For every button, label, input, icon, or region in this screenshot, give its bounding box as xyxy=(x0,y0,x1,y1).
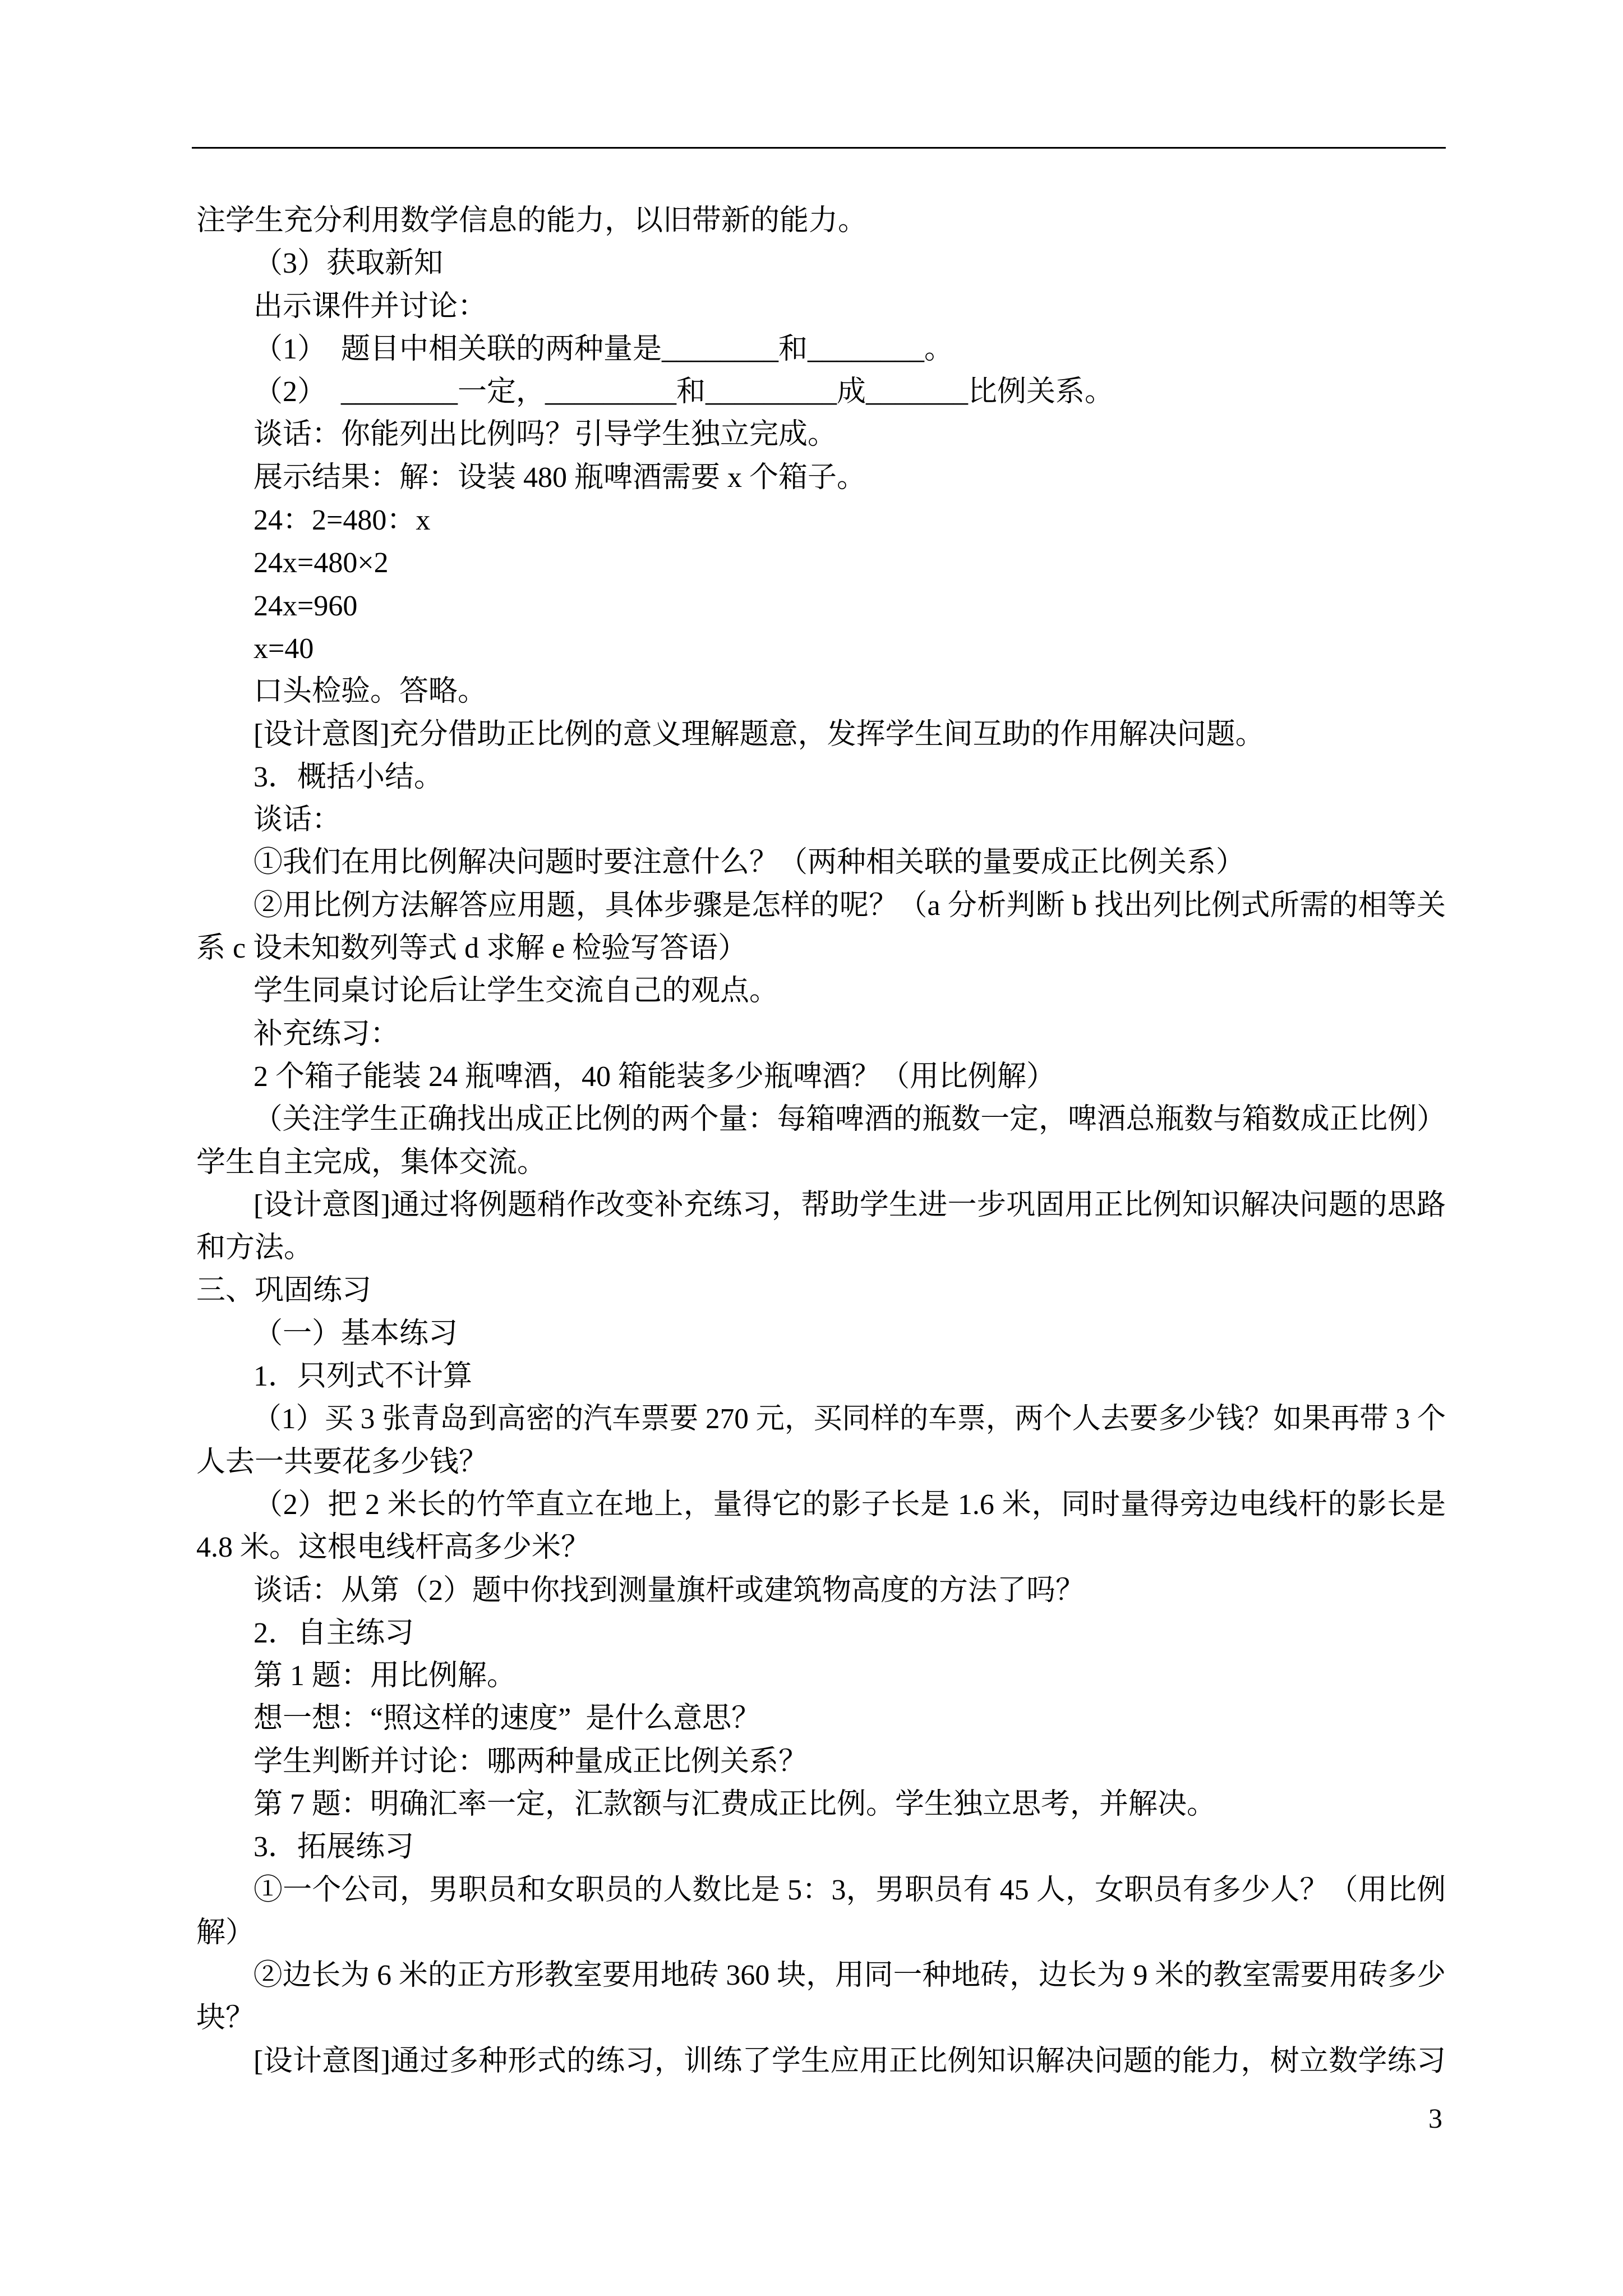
text-line: 出示课件并讨论： xyxy=(253,290,487,323)
exercise-problem: 2 个箱子能装 24 瓶啤酒，40 箱能装多少瓶啤酒？（用比例解） xyxy=(253,1060,1056,1093)
note-line: 学生自主完成，集体交流。 xyxy=(196,1146,547,1179)
equation-line: 24：2=480：x xyxy=(253,504,431,537)
exercise-heading: 2．自主练习 xyxy=(253,1617,414,1649)
exercise-problem: 解） xyxy=(196,1916,255,1949)
equation-line: 24x=480×2 xyxy=(253,547,389,579)
subheading-new-knowledge: （3）获取新知 xyxy=(253,247,444,280)
dialogue-line: 谈话： xyxy=(253,804,342,836)
question-line: 想一想：“照这样的速度” 是什么意思？ xyxy=(253,1703,761,1735)
section-heading: 三、巩固练习 xyxy=(196,1274,372,1307)
exercise-problem: ②边长为 6 米的正方形教室要用地砖 360 块，用同一种地砖，边长为 9 米的教室需要用砖多少 xyxy=(253,1959,1446,1992)
exercise-problem: 第 1 题：用比例解。 xyxy=(253,1660,517,1692)
design-intent-note: [设计意图]充分借助正比例的意义理解题意，发挥学生间互助的作用解决问题。 xyxy=(253,718,1265,751)
question-line: ①我们在用比例解决问题时要注意什么？（两种相关联的量要成正比例关系） xyxy=(253,846,1246,879)
subsection-heading: （一）基本练习 xyxy=(253,1317,458,1350)
text-line: 学生判断并讨论：哪两种量成正比例关系？ xyxy=(253,1745,808,1778)
solution-line: 展示结果：解：设装 480 瓶啤酒需要 x 个箱子。 xyxy=(253,461,866,494)
design-intent-note: [设计意图]通过将例题稍作改变补充练习，帮助学生进一步巩固用正比例知识解决问题的思路 xyxy=(253,1189,1446,1221)
exercise-problem: （1）买 3 张青岛到高密的汽车票要 270 元，买同样的车票，两个人去要多少钱？如果再带 3 个 xyxy=(252,1403,1446,1435)
exercise-problem: 块？ xyxy=(196,2002,255,2035)
exercise-problem: 4.8 米。这根电线杆高多少米？ xyxy=(196,1531,591,1564)
exercise-heading: 1．只列式不计算 xyxy=(253,1360,473,1393)
question-line: ②用比例方法解答应用题，具体步骤是怎样的呢？（a 分析判断 b 找出列比例式所需的相等关 xyxy=(253,889,1446,922)
page-number: 3 xyxy=(1428,2102,1442,2134)
exercise-problem: 人去一共要花多少钱？ xyxy=(196,1446,488,1478)
exercise-problem: （2）把 2 米长的竹竿直立在地上，量得它的影子长是 1.6 米，同时量得旁边电线杆的影长是 xyxy=(253,1488,1446,1521)
dialogue-line: 谈话：你能列出比例吗？引导学生独立完成。 xyxy=(253,418,837,451)
question-line: 系 c 设未知数列等式 d 求解 e 检验写答语） xyxy=(196,932,748,965)
fill-blank-question: （1） 题目中相关联的两种量是________和________。 xyxy=(253,333,954,365)
paragraph-continuation: 注学生充分利用数学信息的能力，以旧带新的能力。 xyxy=(196,205,868,237)
dialogue-line: 谈话：从第（2）题中你找到测量旗杆或建筑物高度的方法了吗？ xyxy=(253,1574,1085,1607)
text-line: 口头检验。答略。 xyxy=(253,675,487,708)
note-line: （关注学生正确找出成正比例的两个量：每箱啤酒的瓶数一定，啤酒总瓶数与箱数成正比例） xyxy=(253,1103,1446,1136)
subheading-summary: 3．概括小结。 xyxy=(253,761,444,793)
equation-line: 24x=960 xyxy=(253,590,358,622)
equation-line: x=40 xyxy=(253,632,314,665)
exercise-heading: 3．拓展练习 xyxy=(253,1831,414,1864)
exercise-problem: 第 7 题：明确汇率一定，汇款额与汇费成正比例。学生独立思考，并解决。 xyxy=(253,1788,1216,1820)
exercise-heading: 补充练习： xyxy=(253,1018,400,1050)
text-line: 学生同桌讨论后让学生交流自己的观点。 xyxy=(253,975,779,1007)
design-intent-note: 和方法。 xyxy=(196,1232,313,1264)
design-intent-note: [设计意图]通过多种形式的练习，训练了学生应用正比例知识解决问题的能力，树立数学练习 xyxy=(253,2045,1446,2077)
fill-blank-question: （2） ________一定，_________和_________成_______比例关系。 xyxy=(253,376,1114,408)
page-body xyxy=(196,200,1446,2083)
header-rule xyxy=(192,147,1446,149)
exercise-problem: ①一个公司，男职员和女职员的人数比是 5：3，男职员有 45 人，女职员有多少人？（用比例 xyxy=(253,1874,1446,1906)
